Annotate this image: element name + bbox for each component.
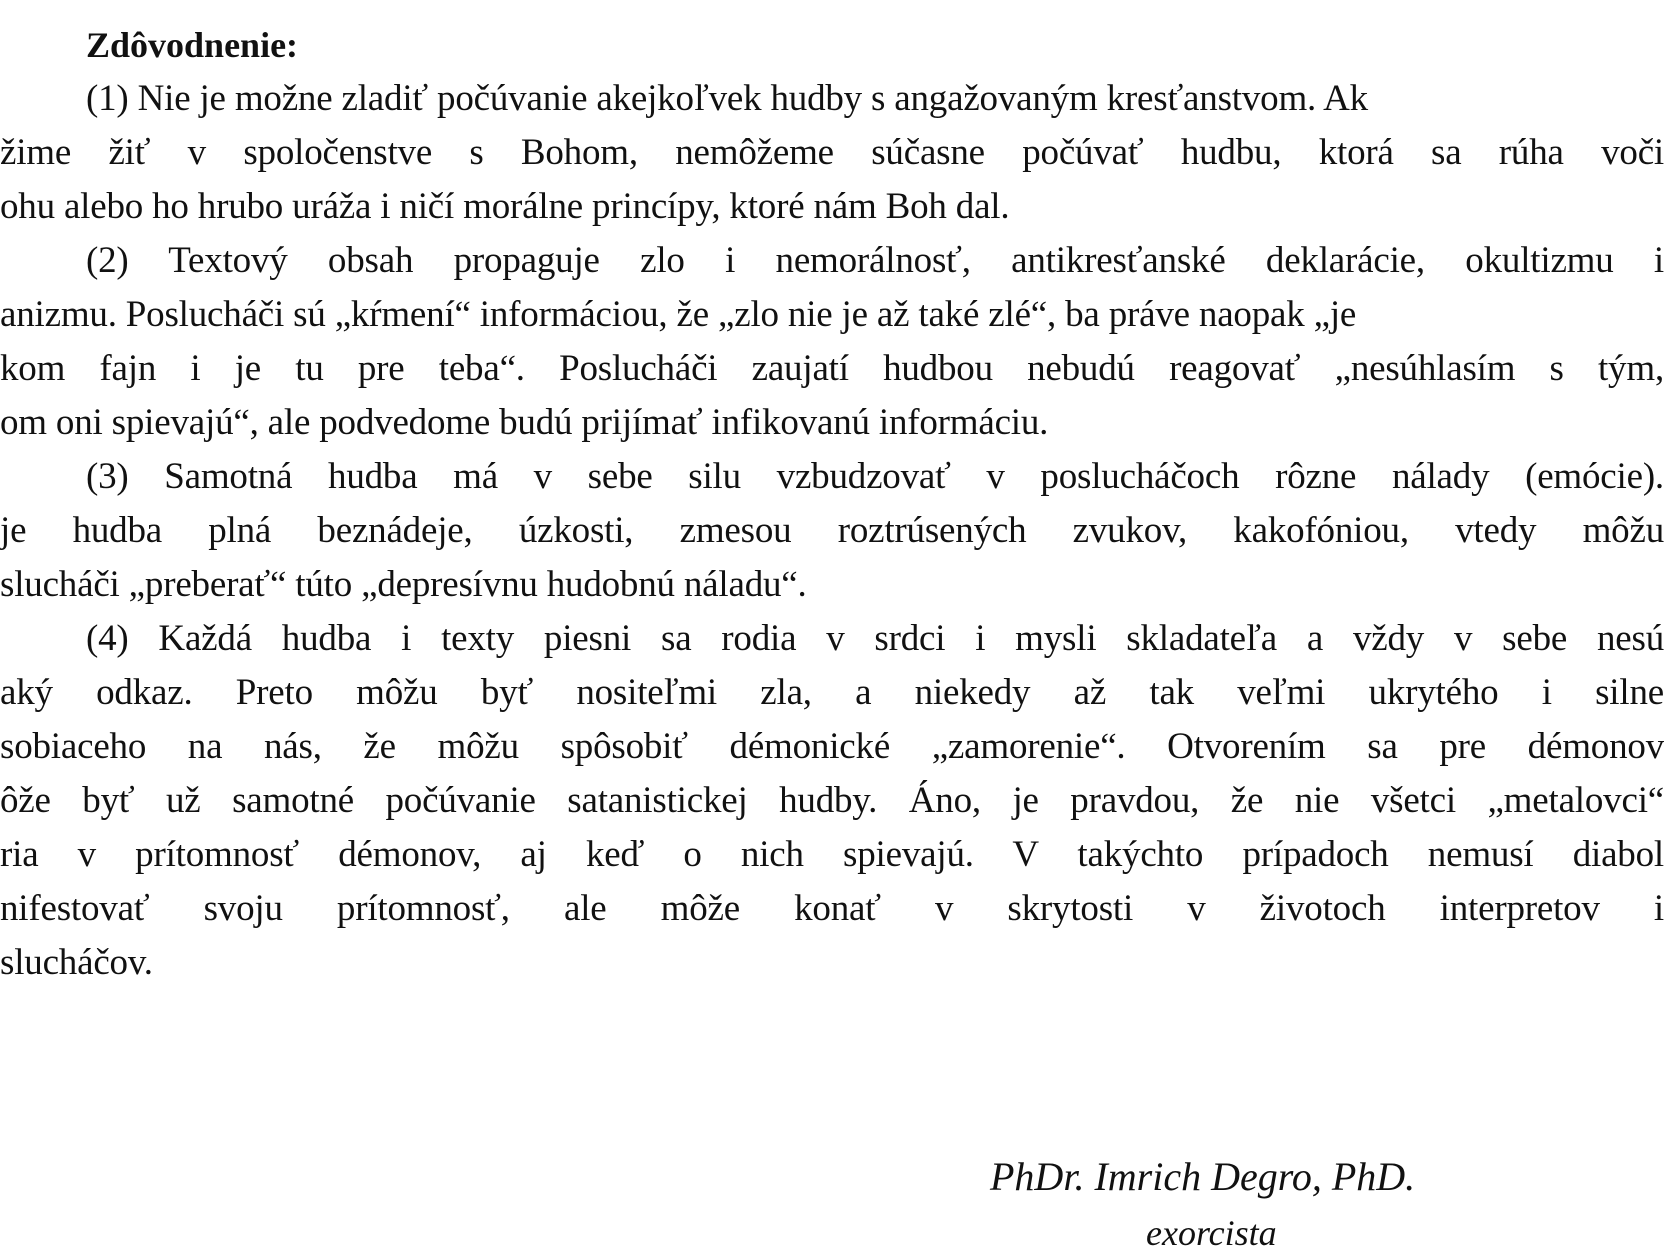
text-line-13: sobiaceho na nás, že môžu spôsobiť démonické „zamorenie“. Otvorením sa pre démonov bbox=[0, 726, 1664, 767]
text-line-8: (3) Samotná hudba má v sebe silu vzbudzovať v poslucháčoch rôzne nálady (emócie). bbox=[86, 456, 1664, 497]
text-line-12: aký odkaz. Preto môžu byť nositeľmi zla, a niekedy až tak veľmi ukrytého i silne bbox=[0, 672, 1664, 713]
text-line-17: slucháčov. bbox=[0, 942, 153, 983]
text-line-7: om oni spievajú“, ale podvedome budú prijímať infikovanú informáciu. bbox=[0, 402, 1049, 443]
text-line-4: (2) Textový obsah propaguje zlo i nemorálnosť, antikresťanské deklarácie, okultizmu i bbox=[86, 240, 1664, 281]
text-line-16: nifestovať svoju prítomnosť, ale môže konať v skrytosti v životoch interpretov i bbox=[0, 888, 1664, 929]
text-line-6: kom fajn i je tu pre teba“. Poslucháči zaujatí hudbou nebudú reagovať „nesúhlasím s tým, bbox=[0, 348, 1664, 389]
text-line-15: ria v prítomnosť démonov, aj keď o nich spievajú. V takýchto prípadoch nemusí diabol bbox=[0, 834, 1664, 875]
text-line-14: ôže byť už samotné počúvanie satanistickej hudby. Áno, je pravdou, že nie všetci „metalovci“ bbox=[0, 780, 1664, 821]
document-heading: Zdôvodnenie: bbox=[86, 25, 299, 65]
text-line-11: (4) Každá hudba i texty piesni sa rodia v srdci i mysli skladateľa a vždy v sebe nesú bbox=[86, 618, 1664, 659]
signature-title: exorcista bbox=[1146, 1213, 1277, 1253]
text-line-1: (1) Nie je možne zladiť počúvanie akejkoľvek hudby s angažovaným kresťanstvom. Ak bbox=[86, 78, 1368, 119]
text-line-10: slucháči „preberať“ túto „depresívnu hudobnú náladu“. bbox=[0, 564, 807, 605]
text-line-3: ohu alebo ho hrubo uráža i ničí morálne princípy, ktoré nám Boh dal. bbox=[0, 186, 1010, 227]
text-line-5: anizmu. Poslucháči sú „kŕmení“ informáciou, že „zlo nie je až také zlé“, ba práve naopak „je bbox=[0, 294, 1357, 335]
text-line-9: je hudba plná beznádeje, úzkosti, zmesou roztrúsených zvukov, kakofóniou, vtedy môžu bbox=[0, 510, 1664, 551]
signature-name: PhDr. Imrich Degro, PhD. bbox=[990, 1154, 1416, 1199]
text-line-2: žime žiť v spoločenstve s Bohom, nemôžeme súčasne počúvať hudbu, ktorá sa rúha voči bbox=[0, 132, 1664, 173]
